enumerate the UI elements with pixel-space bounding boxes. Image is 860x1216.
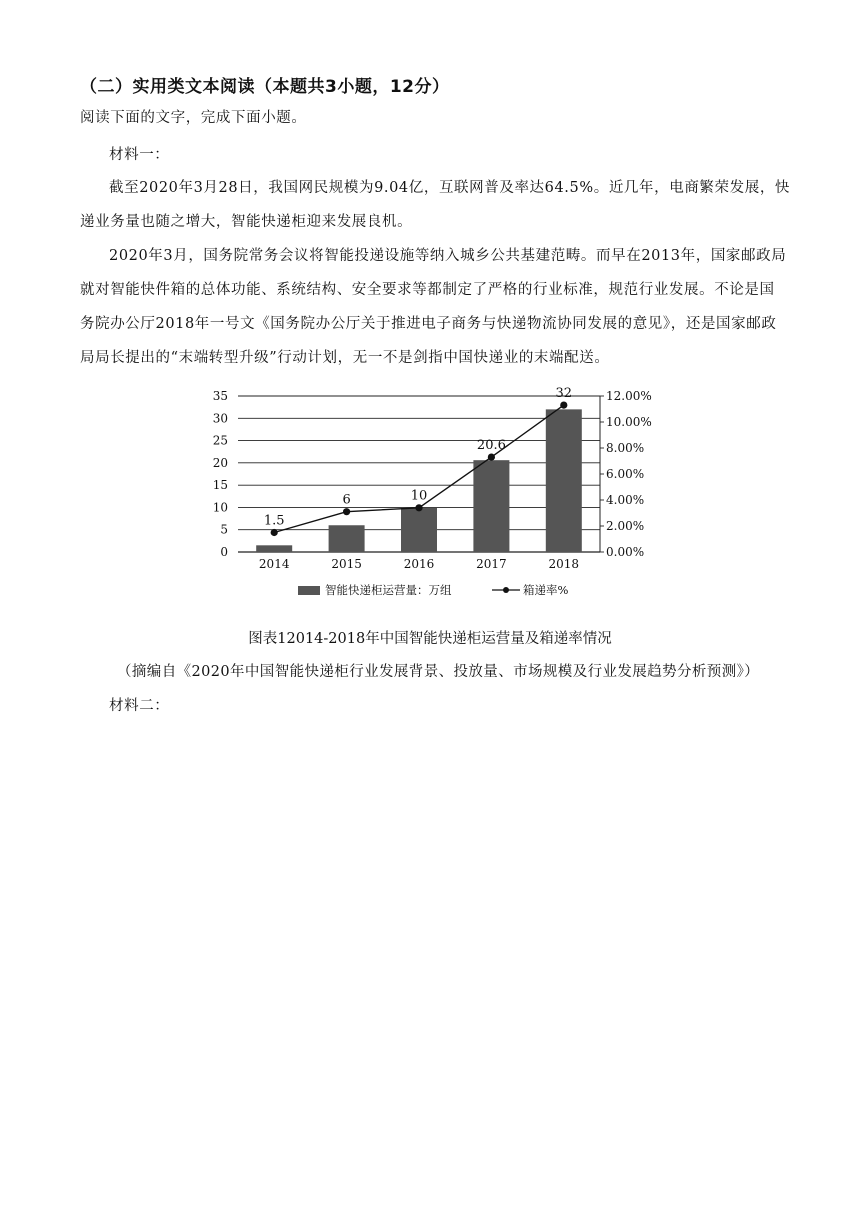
left-axis-tick-label: 15: [212, 478, 228, 493]
line-point: [415, 504, 422, 511]
line-point: [488, 454, 495, 461]
left-axis-tick-label: 5: [220, 522, 228, 537]
material2-label: 材料二：: [109, 698, 170, 714]
paragraph-line: 就对智能快件箱的总体功能、系统结构、安全要求等都制定了严格的行业标准，规范行业发展。不论是国: [80, 282, 775, 298]
bar: [546, 409, 582, 552]
chart-legend: [298, 583, 568, 597]
paragraph-line: 2020年3月，国务院常务会议将智能投递设施等纳入城乡公共基建范畴。而早在2013年，国家邮政局: [109, 248, 787, 264]
line-point: [343, 508, 350, 515]
data-label: 1.5: [263, 513, 285, 529]
right-axis-tick-label: 8.00%: [606, 441, 645, 455]
data-label: 20.6: [476, 438, 506, 454]
legend-label: 智能快递柜运营量：万组: [325, 583, 452, 597]
right-axis-tick-label: 4.00%: [606, 493, 645, 507]
left-axis-tick-label: 0: [220, 545, 228, 559]
source-citation: （摘编自《2020年中国智能快递柜行业发展背景、投放量、市场规模及行业发展趋势分析预测》）: [117, 664, 760, 680]
paragraph-line: 局局长提出的“末端转型升级”行动计划，无一不是剑指中国快递业的末端配送。: [80, 350, 610, 366]
left-axis-tick-label: 35: [212, 389, 228, 403]
right-axis-tick-label: 0.00%: [606, 545, 645, 559]
bar: [473, 460, 509, 552]
legend-bar-swatch: [298, 586, 320, 595]
left-axis-tick-label: 30: [212, 411, 228, 426]
right-axis-tick-label: 10.00%: [606, 415, 652, 429]
bar: [401, 507, 437, 552]
x-axis-tick-label: 2017: [476, 557, 507, 571]
paragraph-line: 务院办公厅2018年一号文《国务院办公厅关于推进电子商务与快递物流协同发展的意见》，还是国家邮政: [80, 316, 777, 332]
data-label: 10: [410, 488, 428, 504]
x-axis-tick-label: 2018: [548, 557, 580, 571]
x-axis-tick-label: 2014: [258, 557, 290, 571]
x-axis-tick-label: 2015: [331, 557, 362, 571]
data-label: 32: [555, 386, 573, 402]
instruction-text: 阅读下面的文字，完成下面小题。: [80, 110, 307, 126]
line-point: [560, 402, 567, 409]
x-axis-tick-label: 2016: [403, 557, 435, 571]
left-axis-tick-label: 25: [212, 433, 228, 448]
bar: [329, 525, 365, 552]
paragraph-line: 递业务量也随之增大，智能快递柜迎来发展良机。: [80, 214, 413, 230]
bar: [256, 545, 292, 552]
data-label: 6: [342, 492, 351, 508]
figure-caption: 图表12014-2018年中国智能快递柜运营量及箱递率情况: [248, 631, 612, 647]
right-axis-tick-label: 2.00%: [606, 519, 645, 533]
legend-label: 箱递率%: [523, 583, 569, 597]
right-axis-tick-label: 12.00%: [606, 389, 652, 403]
left-axis-tick-label: 20: [212, 455, 228, 470]
material1-label: 材料一：: [109, 147, 170, 163]
chart-bars: [256, 409, 582, 552]
right-axis-tick-label: 6.00%: [606, 467, 645, 481]
line-point: [271, 529, 278, 536]
express-cabinet-chart: [200, 380, 680, 605]
left-axis-tick-label: 10: [212, 500, 228, 515]
section-heading: （二）实用类文本阅读（本题共3小题，12分）: [80, 77, 450, 97]
paragraph-line: 截至2020年3月28日，我国网民规模为9.04亿，互联网普及率达64.5%。近几年，电商繁荣发展，快: [109, 180, 791, 196]
legend-line-marker: [503, 587, 509, 593]
